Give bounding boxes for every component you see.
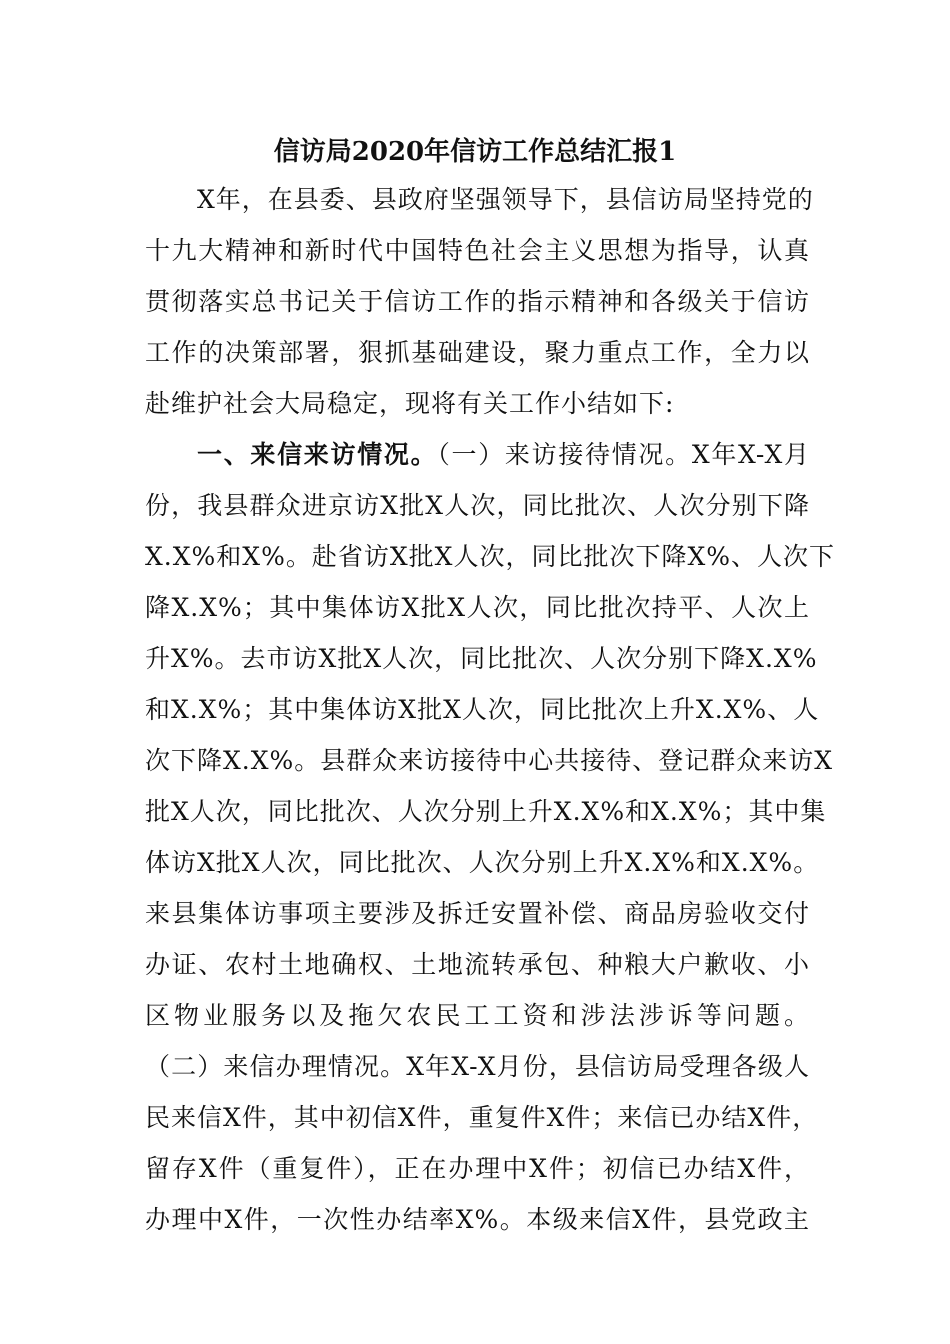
body-line: 民来信X件，其中初信X件，重复件X件；来信已办结X件， bbox=[145, 1103, 819, 1132]
body-line: 十九大精神和新时代中国特色社会主义思想为指导，认真 bbox=[145, 236, 810, 265]
body-line: 办证、农村土地确权、土地流转承包、种粮大户歉收、小 bbox=[145, 950, 810, 979]
body-line: 贯彻落实总书记关于信访工作的指示精神和各级关于信访 bbox=[145, 287, 810, 316]
body-line: 办理中X件，一次性办结率X%。本级来信X件，县党政主 bbox=[145, 1205, 810, 1234]
body-line: 留存X件（重复件），正在办理中X件；初信已办结X件， bbox=[145, 1154, 810, 1183]
body-line-with-heading bbox=[145, 435, 810, 475]
document-title: 信访局2020年信访工作总结汇报1 bbox=[273, 137, 677, 167]
body-line: X年，在县委、县政府坚强领导下，县信访局坚持党的 bbox=[197, 185, 814, 214]
body-line: 区物业服务以及拖欠农民工工资和涉法涉诉等问题。 bbox=[145, 1001, 810, 1030]
body-line: 份，我县群众进京访X批X人次，同比批次、人次分别下降 bbox=[145, 491, 810, 520]
body-line: 次下降X.X%。县群众来访接待中心共接待、登记群众来访X bbox=[145, 746, 834, 775]
body-line: （二）来信办理情况。X年X-X月份，县信访局受理各级人 bbox=[145, 1052, 810, 1081]
body-line: 批X人次，同比批次、人次分别上升X.X%和X.X%；其中集 bbox=[145, 797, 827, 826]
body-line: 体访X批X人次，同比批次、人次分别上升X.X%和X.X%。 bbox=[145, 848, 820, 877]
section-heading: 一、来信来访情况。 bbox=[197, 440, 438, 469]
body-line: X.X%和X%。赴省访X批X人次，同比批次下降X%、人次下 bbox=[145, 542, 836, 571]
body-line: 和X.X%；其中集体访X批X人次，同比批次上升X.X%、人 bbox=[145, 695, 820, 724]
body-line: 工作的决策部署，狠抓基础建设，聚力重点工作，全力以 bbox=[145, 338, 810, 367]
body-line: 赴维护社会大局稳定，现将有关工作小结如下: bbox=[145, 389, 675, 418]
body-line: 降X.X%；其中集体访X批X人次，同比批次持平、人次上 bbox=[145, 593, 810, 622]
body-line: 升X%。去市访X批X人次，同比批次、人次分别下降X.X% bbox=[145, 644, 818, 673]
body-line: 来县集体访事项主要涉及拆迁安置补偿、商品房验收交付 bbox=[145, 899, 810, 928]
section-heading-continuation: （一）来访接待情况。X年X-X月 bbox=[437, 440, 810, 469]
